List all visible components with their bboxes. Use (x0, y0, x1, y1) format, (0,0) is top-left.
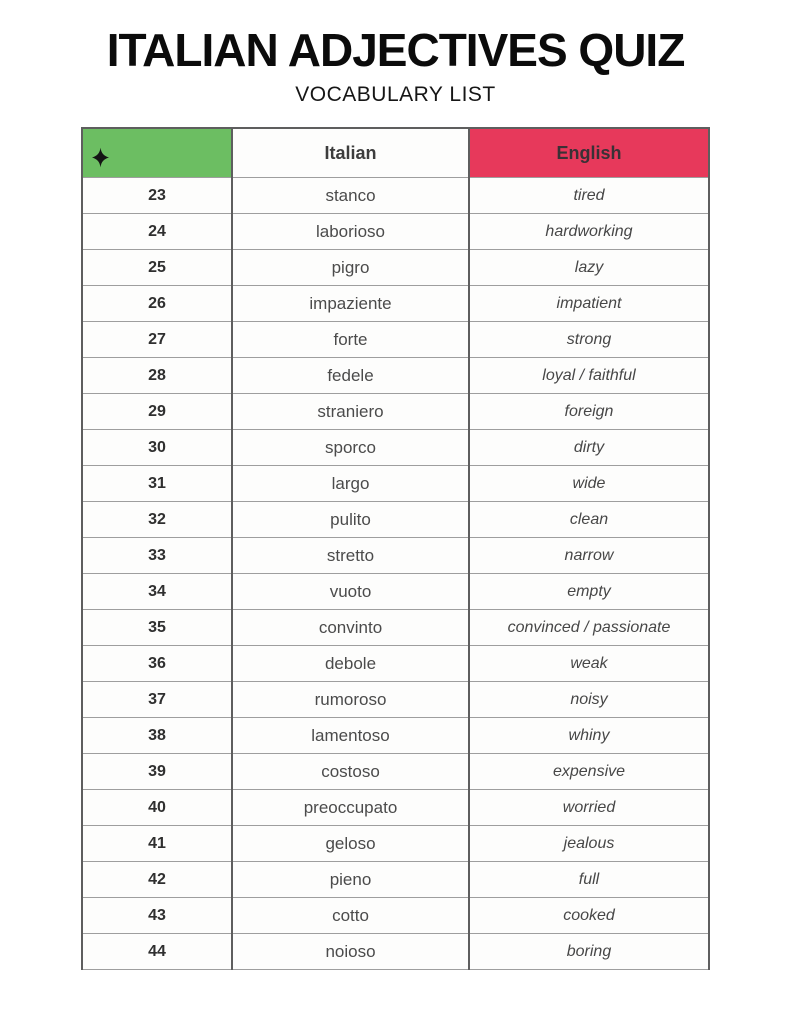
italian-word-cell: stanco (232, 178, 469, 214)
table-row (82, 538, 709, 574)
row-number-cell: 40 (82, 790, 232, 826)
table-row (82, 466, 709, 502)
page-subtitle: VOCABULARY LIST (295, 83, 496, 106)
row-number-cell: 33 (82, 538, 232, 574)
row-number-cell: 39 (82, 754, 232, 790)
table-row (82, 358, 709, 394)
english-word-cell: impatient (469, 286, 709, 322)
four-pointed-star-icon (92, 147, 109, 168)
english-word-cell: strong (469, 322, 709, 358)
table-row (82, 250, 709, 286)
italian-word-cell: debole (232, 646, 469, 682)
table-row (82, 610, 709, 646)
table-row (82, 178, 709, 214)
table-row (82, 934, 709, 970)
italian-word-cell: impaziente (232, 286, 469, 322)
row-number-cell: 43 (82, 898, 232, 934)
english-word-cell: full (469, 862, 709, 898)
italian-word-cell: stretto (232, 538, 469, 574)
row-number-cell: 38 (82, 718, 232, 754)
vocabulary-table-body (82, 178, 709, 970)
row-number-cell: 35 (82, 610, 232, 646)
row-number-cell: 27 (82, 322, 232, 358)
english-word-cell: expensive (469, 754, 709, 790)
italian-word-cell: pieno (232, 862, 469, 898)
italian-word-cell: geloso (232, 826, 469, 862)
english-word-cell: dirty (469, 430, 709, 466)
row-number-cell: 28 (82, 358, 232, 394)
italian-word-cell: cotto (232, 898, 469, 934)
english-word-cell: loyal / faithful (469, 358, 709, 394)
italian-column-header: Italian (232, 128, 469, 178)
italian-word-cell: preoccupato (232, 790, 469, 826)
row-number-cell: 23 (82, 178, 232, 214)
english-word-cell: boring (469, 934, 709, 970)
row-number-cell: 37 (82, 682, 232, 718)
english-word-cell: jealous (469, 826, 709, 862)
english-word-cell: hardworking (469, 214, 709, 250)
italian-word-cell: straniero (232, 394, 469, 430)
italian-word-cell: noioso (232, 934, 469, 970)
italian-word-cell: laborioso (232, 214, 469, 250)
page-title: ITALIAN ADJECTIVES QUIZ (106, 24, 685, 76)
row-number-cell: 41 (82, 826, 232, 862)
row-number-cell: 29 (82, 394, 232, 430)
italian-word-cell: vuoto (232, 574, 469, 610)
italian-word-cell: pulito (232, 502, 469, 538)
table-row (82, 718, 709, 754)
italian-word-cell: lamentoso (232, 718, 469, 754)
row-number-cell: 32 (82, 502, 232, 538)
header-row (82, 128, 709, 178)
table-row (82, 502, 709, 538)
italian-word-cell: forte (232, 322, 469, 358)
english-column-header: English (469, 128, 709, 178)
english-word-cell: narrow (469, 538, 709, 574)
italian-word-cell: largo (232, 466, 469, 502)
english-word-cell: clean (469, 502, 709, 538)
english-word-cell: weak (469, 646, 709, 682)
row-number-cell: 26 (82, 286, 232, 322)
english-word-cell: worried (469, 790, 709, 826)
english-word-cell: noisy (469, 682, 709, 718)
table-row (82, 826, 709, 862)
row-number-cell: 25 (82, 250, 232, 286)
table-row (82, 898, 709, 934)
row-number-cell: 42 (82, 862, 232, 898)
table-row (82, 790, 709, 826)
english-word-cell: tired (469, 178, 709, 214)
vocabulary-table-header (82, 128, 709, 178)
row-number-cell: 30 (82, 430, 232, 466)
english-word-cell: wide (469, 466, 709, 502)
vocabulary-table (81, 127, 710, 970)
table-row (82, 430, 709, 466)
italian-word-cell: convinto (232, 610, 469, 646)
english-word-cell: empty (469, 574, 709, 610)
english-word-cell: lazy (469, 250, 709, 286)
table-row (82, 322, 709, 358)
table-row (82, 214, 709, 250)
row-number-cell: 31 (82, 466, 232, 502)
table-row (82, 394, 709, 430)
table-row (82, 754, 709, 790)
english-word-cell: cooked (469, 898, 709, 934)
italian-word-cell: costoso (232, 754, 469, 790)
table-row (82, 646, 709, 682)
row-number-cell: 24 (82, 214, 232, 250)
english-word-cell: convinced / passionate (469, 610, 709, 646)
table-row (82, 286, 709, 322)
row-number-cell: 36 (82, 646, 232, 682)
number-column-header (82, 128, 232, 178)
italian-word-cell: fedele (232, 358, 469, 394)
table-row (82, 682, 709, 718)
italian-word-cell: rumoroso (232, 682, 469, 718)
italian-word-cell: sporco (232, 430, 469, 466)
italian-word-cell: pigro (232, 250, 469, 286)
english-word-cell: whiny (469, 718, 709, 754)
table-row (82, 574, 709, 610)
english-word-cell: foreign (469, 394, 709, 430)
row-number-cell: 34 (82, 574, 232, 610)
row-number-cell: 44 (82, 934, 232, 970)
table-row (82, 862, 709, 898)
